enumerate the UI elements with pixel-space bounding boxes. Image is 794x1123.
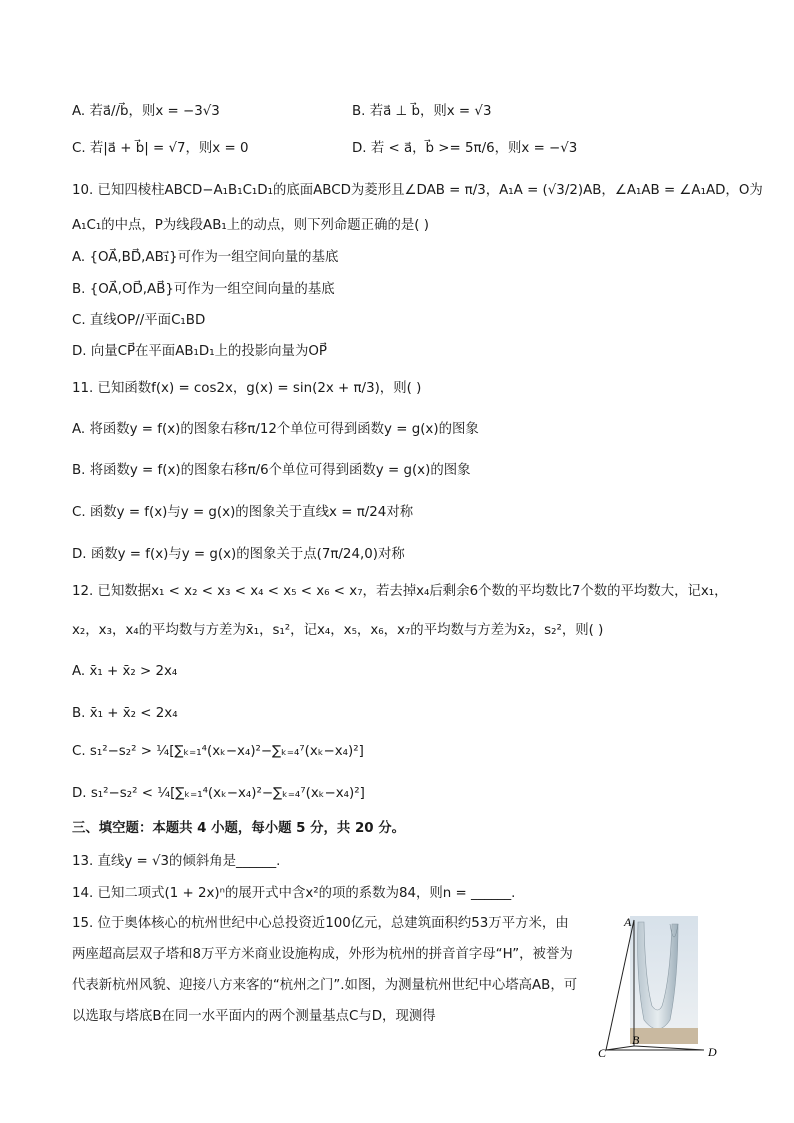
line-bd xyxy=(634,1046,704,1050)
section-3-heading: 三、填空题：本题共 4 小题，每小题 5 分，共 20 分。 xyxy=(72,821,406,836)
q9-option-d: D. 若 < a⃗，b⃗ >= 5π/6，则x = −√3 xyxy=(352,141,578,156)
label-c: C xyxy=(598,1046,607,1060)
label-d: D xyxy=(708,1045,717,1059)
q12-option-a: A. x̄₁ + x̄₂ > 2x₄ xyxy=(72,664,178,679)
label-b: B xyxy=(632,1033,640,1047)
q12-option-c: C. s₁²−s₂² > ¼[∑ₖ₌₁⁴(xₖ−x₄)²−∑ₖ₌₄⁷(xₖ−x₄)²] xyxy=(72,744,364,759)
q12-option-b: B. x̄₁ + x̄₂ < 2x₄ xyxy=(72,706,178,721)
q10-option-c: C. 直线OP//平面C₁BD xyxy=(72,313,206,328)
q10-option-a: A. {OA⃗,BD⃗,AB₁⃗}可作为一组空间向量的基底 xyxy=(72,250,339,265)
q11-option-d: D. 函数y = f(x)与y = g(x)的图象关于点(7π/24,0)对称 xyxy=(72,547,405,562)
q10-stem-line2: A₁C₁的中点，P为线段AB₁上的动点，则下列命题正确的是( ) xyxy=(72,218,429,233)
tower-diagram xyxy=(598,910,732,1060)
q13-stem: 13. 直线y = √3的倾斜角是______. xyxy=(72,854,281,869)
q11-option-a: A. 将函数y = f(x)的图象右移π/12个单位可得到函数y = g(x)的图象 xyxy=(72,422,479,437)
q10-option-d: D. 向量CP⃗在平面AB₁D₁上的投影向量为OP⃗ xyxy=(72,344,327,359)
line-cb xyxy=(606,1046,634,1050)
q14-stem: 14. 已知二项式(1 + 2x)ⁿ的展开式中含x²的项的系数为84，则n = ______. xyxy=(72,886,516,901)
q10-stem-line1: 10. 已知四棱柱ABCD−A₁B₁C₁D₁的底面ABCD为菱形且∠DAB = π/3，A₁A = (√3/2)AB，∠A₁AB = ∠A₁AD，O为 xyxy=(72,183,763,198)
ground-base xyxy=(630,1028,698,1044)
q12-stem-line1: 12. 已知数据x₁ < x₂ < x₃ < x₄ < x₅ < x₆ < x₇，若去掉x₄后剩余6个数的平均数比7个数的平均数大，记x₁， xyxy=(72,584,728,599)
q12-stem-line2: x₂，x₃，x₄的平均数与方差为x̄₁，s₁²，记x₄，x₅，x₆，x₇的平均数与方差为x̄₂，s₂²，则( ) xyxy=(72,623,604,638)
q9-option-c: C. 若|a⃗ + b⃗| = √7，则x = 0 xyxy=(72,141,249,156)
q11-option-b: B. 将函数y = f(x)的图象右移π/6个单位可得到函数y = g(x)的图象 xyxy=(72,463,471,478)
label-a: A xyxy=(624,915,632,929)
q10-option-b: B. {OA⃗,OD⃗,AB⃗}可作为一组空间向量的基底 xyxy=(72,282,335,297)
q9-option-b: B. 若a⃗ ⊥ b⃗，则x = √3 xyxy=(352,104,492,119)
tower-figure xyxy=(598,910,732,1060)
q9-option-a: A. 若a⃗//b⃗，则x = −3√3 xyxy=(72,104,220,119)
line-ac xyxy=(606,920,634,1050)
q15-stem: 15. 位于奥体核心的杭州世纪中心总投资近100亿元，总建筑面积约53万平方米，由两座超高层双子塔和8万平方米商业设施构成，外形为杭州的拼音首字母“H”，被誉为代表新杭州风貌、迎接八方来客的“杭州之门”.如图，为测量杭州世纪中心塔高AB，可以选取与塔底B在同一水平面内的两个测量基点C与D，现测得 xyxy=(72,916,578,1024)
q11-stem: 11. 已知函数f(x) = cos2x，g(x) = sin(2x + π/3)，则( ) xyxy=(72,381,422,396)
q11-option-c: C. 函数y = f(x)与y = g(x)的图象关于直线x = π/24对称 xyxy=(72,505,414,520)
q12-option-d: D. s₁²−s₂² < ¼[∑ₖ₌₁⁴(xₖ−x₄)²−∑ₖ₌₄⁷(xₖ−x₄)²] xyxy=(72,786,365,801)
